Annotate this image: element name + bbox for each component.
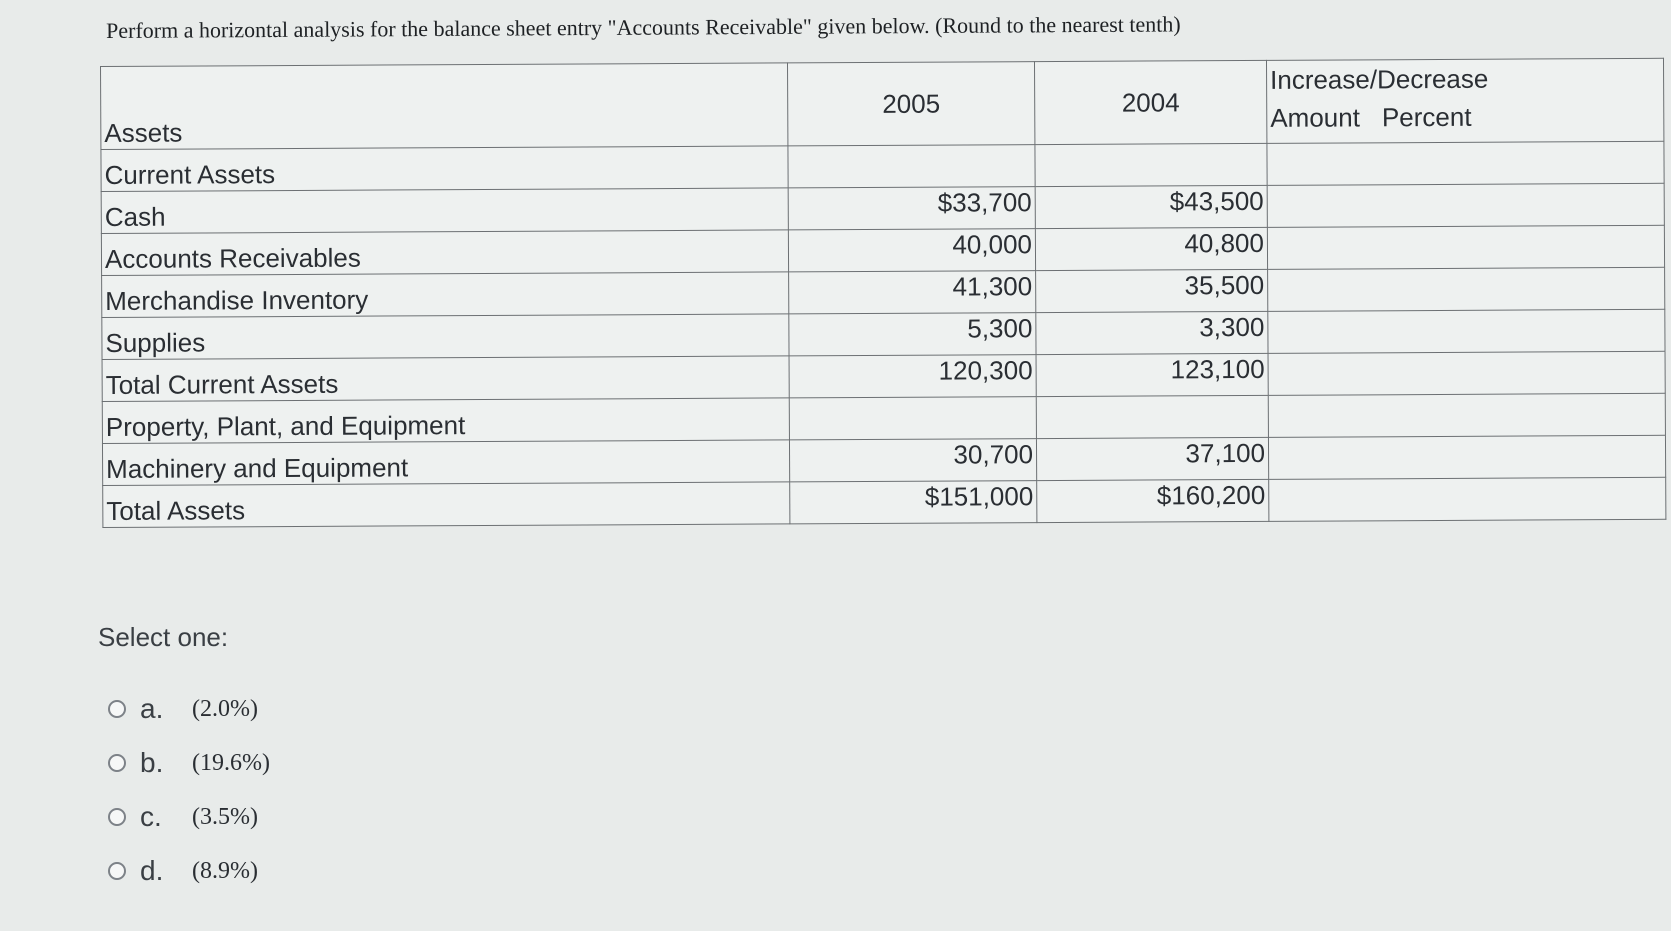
header-assets: Assets — [101, 63, 788, 150]
table-header-row — [101, 58, 1664, 149]
option-text: (2.0%) — [192, 695, 258, 722]
value-2005: $33,700 — [788, 187, 1035, 230]
balance-sheet-table-wrap — [100, 58, 1666, 528]
value-2004: 3,300 — [1036, 311, 1268, 354]
table-row — [103, 477, 1666, 527]
row-label: Merchandise Inventory — [102, 272, 789, 318]
select-one-prompt: Select one: — [98, 622, 229, 652]
option-b[interactable] — [108, 736, 270, 790]
option-d[interactable] — [108, 844, 270, 898]
row-label: Machinery and Equipment — [102, 440, 789, 486]
value-2004: 35,500 — [1036, 269, 1268, 312]
increase-decrease-cell — [1267, 183, 1664, 227]
value-2005: 5,300 — [789, 313, 1036, 356]
value-2005: 30,700 — [789, 439, 1036, 482]
radio-button-d[interactable] — [108, 862, 126, 880]
row-label: Total Current Assets — [102, 356, 789, 402]
row-label: Property, Plant, and Equipment — [102, 398, 789, 444]
option-text: (3.5%) — [192, 803, 258, 830]
increase-decrease-cell — [1267, 141, 1664, 185]
value-2005: $151,000 — [790, 481, 1037, 524]
row-label: Supplies — [102, 314, 789, 360]
value-2005 — [789, 397, 1036, 440]
header-2005: 2005 — [787, 62, 1034, 146]
option-letter: b. — [140, 747, 164, 778]
header-increase-decrease — [1266, 58, 1663, 143]
increase-decrease-cell — [1268, 351, 1665, 395]
value-2004: 123,100 — [1036, 353, 1268, 396]
increase-decrease-cell — [1268, 435, 1665, 479]
header-change-subtitles — [1270, 97, 1660, 137]
increase-decrease-cell — [1269, 477, 1666, 521]
header-change-title: Increase/Decrease — [1270, 63, 1489, 95]
question-text: Perform a horizontal analysis for the balance sheet entry "Accounts Receivable" given below. (Round to the nearest tenth) — [106, 11, 1181, 43]
row-label: Accounts Receivables — [101, 230, 788, 276]
value-2004: $160,200 — [1037, 479, 1269, 522]
balance-sheet-table — [100, 58, 1666, 528]
header-2004: 2004 — [1034, 60, 1266, 144]
row-label: Cash — [101, 188, 788, 234]
option-c[interactable] — [108, 790, 270, 844]
value-2004: 37,100 — [1036, 437, 1268, 480]
value-2005: 40,000 — [788, 229, 1035, 272]
value-2004: $43,500 — [1035, 185, 1267, 228]
option-a[interactable] — [108, 682, 270, 736]
radio-button-c[interactable] — [108, 808, 126, 826]
option-text: (19.6%) — [192, 749, 270, 776]
option-text: (8.9%) — [192, 857, 258, 884]
header-percent: Percent — [1381, 101, 1472, 133]
radio-button-b[interactable] — [108, 754, 126, 772]
radio-button-a[interactable] — [108, 700, 126, 718]
row-label: Total Assets — [103, 482, 790, 528]
value-2005: 120,300 — [789, 355, 1036, 398]
answer-options — [108, 682, 270, 898]
increase-decrease-cell — [1268, 393, 1665, 437]
value-2005: 41,300 — [789, 271, 1036, 314]
option-letter: c. — [140, 801, 162, 832]
option-letter: d. — [140, 855, 164, 886]
header-amount: Amount — [1270, 102, 1360, 133]
increase-decrease-cell — [1267, 225, 1664, 269]
option-letter: a. — [140, 693, 164, 724]
row-label: Current Assets — [101, 146, 788, 192]
value-2004: 40,800 — [1035, 227, 1267, 270]
increase-decrease-cell — [1268, 309, 1665, 353]
value-2004 — [1035, 143, 1267, 186]
value-2004 — [1036, 395, 1268, 438]
increase-decrease-cell — [1268, 267, 1665, 311]
value-2005 — [788, 145, 1035, 188]
